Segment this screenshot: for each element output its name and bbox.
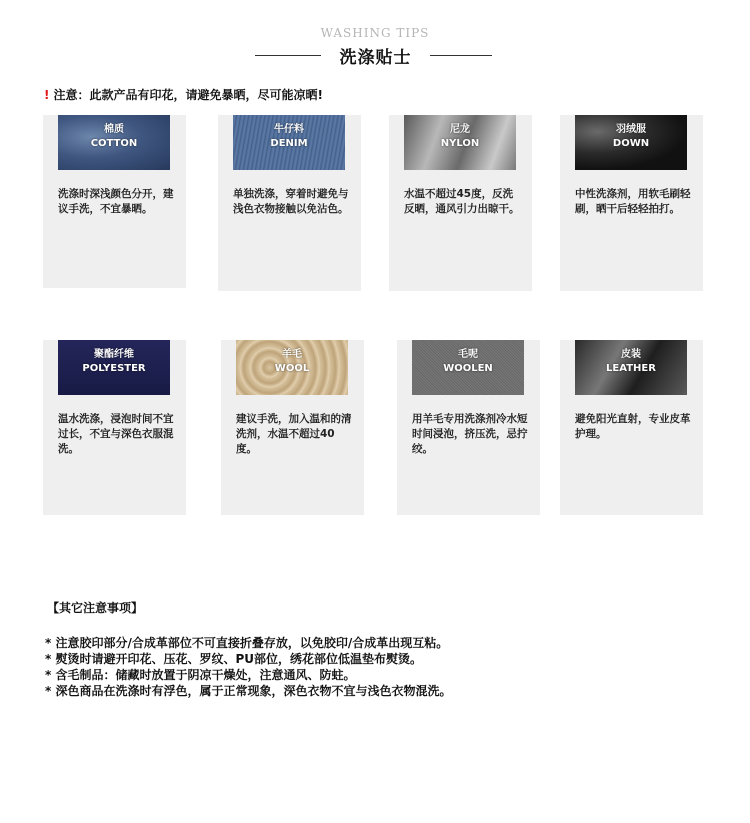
material-name-en: POLYESTER — [82, 363, 146, 374]
material-name-cn: 尼龙 — [450, 124, 470, 135]
wool-swatch — [236, 340, 348, 395]
note-item: * 含毛制品：储藏时放置于阴凉干燥处，注意通风、防蛀。 — [45, 668, 356, 682]
material-care-text: 用羊毛专用洗涤剂冷水短时间浸泡，挤压洗，忌拧绞。 — [412, 413, 528, 455]
material-card-polyester — [43, 340, 186, 515]
polyester-swatch — [58, 340, 170, 395]
material-care-text: 中性洗涤剂，用软毛刷轻刷，晒干后轻轻拍打。 — [575, 188, 691, 215]
material-care-text: 建议手洗，加入温和的清洗剂，水温不超过40度。 — [236, 413, 352, 455]
other-notes-list — [45, 635, 451, 699]
material-card-cotton — [43, 115, 186, 288]
material-card-denim — [218, 115, 361, 291]
warning-icon: ! — [44, 88, 50, 102]
woolen-swatch — [412, 340, 524, 395]
material-card-wool — [221, 340, 364, 515]
material-name-cn: 毛呢 — [458, 349, 478, 360]
page-title: 洗涤贴士 — [339, 48, 412, 68]
denim-swatch — [233, 115, 345, 170]
material-name-cn: 棉质 — [104, 124, 124, 135]
title-divider-left — [255, 55, 321, 56]
material-name-en: DENIM — [270, 138, 308, 149]
down-swatch — [575, 115, 687, 170]
material-care-text: 水温不超过45度，反洗反晒，通风引力出晾干。 — [404, 188, 520, 215]
note-item: * 深色商品在洗涤时有浮色，属于正常现象，深色衣物不宜与浅色衣物混洗。 — [45, 684, 452, 698]
material-name-en: LEATHER — [606, 363, 656, 374]
material-name-cn: 聚酯纤维 — [94, 349, 134, 360]
note-item: * 熨烫时请避开印花、压花、罗纹、PU部位，绣花部位低温垫布熨烫。 — [45, 652, 422, 666]
material-care-text: 避免阳光直射，专业皮革护理。 — [575, 413, 691, 440]
material-care-text: 温水洗涤，浸泡时间不宜过长，不宜与深色衣服混洗。 — [58, 413, 174, 455]
material-name-en: WOOL — [274, 363, 310, 374]
material-care-text: 单独洗涤，穿着时避免与浅色衣物接触以免沾色。 — [233, 188, 349, 215]
title-divider-right — [430, 55, 492, 56]
note-item: * 注意胶印部分/合成革部位不可直接折叠存放，以免胶印/合成革出现互粘。 — [45, 636, 449, 650]
material-name-cn: 牛仔料 — [274, 124, 304, 135]
material-card-down — [560, 115, 703, 291]
other-notes-heading: 【其它注意事项】 — [47, 601, 144, 615]
print-notice — [44, 86, 323, 103]
material-name-cn: 羽绒服 — [616, 124, 646, 135]
nylon-swatch — [404, 115, 516, 170]
material-card-nylon — [389, 115, 532, 291]
material-name-cn: 羊毛 — [282, 349, 302, 360]
material-name-en: COTTON — [90, 138, 138, 149]
eyebrow-text: WASHING TIPS — [320, 26, 430, 40]
material-name-cn: 皮装 — [621, 349, 641, 360]
material-name-en: DOWN — [612, 138, 650, 149]
material-name-en: WOOLEN — [443, 363, 493, 374]
notice-text: 注意：此款产品有印花，请避免暴晒，尽可能凉晒! — [53, 88, 323, 102]
material-card-leather — [560, 340, 703, 515]
material-name-en: NYLON — [440, 138, 480, 149]
material-card-woolen — [397, 340, 540, 515]
title-row — [0, 43, 750, 69]
material-care-text: 洗涤时深浅颜色分开，建议手洗，不宜暴晒。 — [58, 188, 174, 215]
cotton-swatch — [58, 115, 170, 170]
leather-swatch — [575, 340, 687, 395]
